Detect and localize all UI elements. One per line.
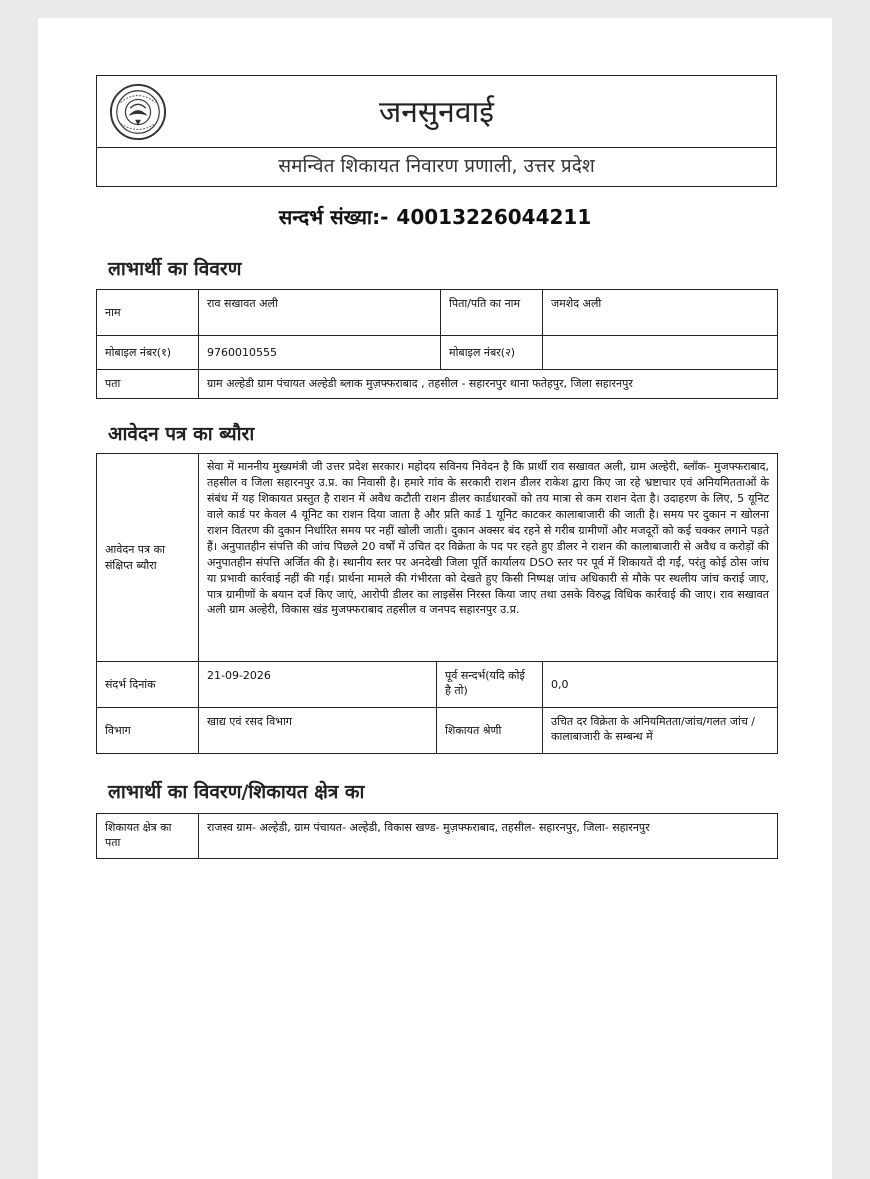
reference-label: सन्दर्भ संख्या:-: [278, 205, 389, 229]
table-row: [97, 370, 778, 399]
document-page: [38, 18, 832, 1179]
date-label: संदर्भ दिनांक: [97, 662, 199, 708]
prev-ref-value: 0,0: [543, 662, 778, 708]
father-value: जमशेद अली: [543, 290, 778, 336]
prev-ref-label: पूर्व सन्दर्भ(यदि कोई है तो): [437, 662, 543, 708]
mobile2-value: [543, 336, 778, 370]
mobile1-label: मोबाइल नंबर(१): [97, 336, 199, 370]
section-title-complaint-area: लाभार्थी का विवरण/शिकायत क्षेत्र का: [108, 781, 365, 803]
summary-label: आवेदन पत्र का संक्षिप्त ब्यौरा: [97, 454, 199, 662]
application-table: [96, 453, 778, 754]
dept-value: खाद्य एवं रसद विभाग: [199, 708, 437, 754]
reference-value: 40013226044211: [396, 205, 592, 229]
date-value: 21-09-2026: [199, 662, 437, 708]
category-value: उचित दर विक्रेता के अनियमितता/जांच/गलत जांच / कालाबाजारी के सम्बन्ध में: [543, 708, 778, 754]
summary-value: सेवा में माननीय मुख्यमंत्री जी उत्तर प्रदेश सरकार। महोदय सविनय निवेदन है कि प्रार्थी राव सखावत अली, ग्राम अल्हेरी, ब्लॉक- मुजफ्फराबाद, तहसील व जिला सहारनपुर उ.प्र. का निवासी है। हमारे गांव के सरकारी राशन डीलर राकेश द्वारा किए जा रहे भ्रष्टाचार एवं अनियमितताओं के संबंध में यह शिकायत प्रस्तुत है राशन में अवैध कटौती राशन डीलर कार्डधारकों को तय मात्रा से कम राशन देता है। उदाहरण के लिए, 5 यूनिट वाले कार्ड पर केवल 4 यूनिट का राशन दिया जाता है और प्रति कार्ड 1 यूनिट काटकर कालाबाजारी की जाती है। समय पर दुकान न खोलना राशन वितरण की दुकान निर्धारित समय पर नहीं खोली जाती। दुकान अक्सर बंद रहने से गरीब ग्रामीणों और मजदूरों को कई चक्कर लगाने पड़ते हैं। अनुपातहीन संपत्ति की जांच पिछले 20 वर्षों में उचित दर विक्रेता के पद पर रहते हुए डीलर ने राशन की कालाबाजारी से अवैध व करोड़ों की अनुपातहीन संपत्ति अर्जित की है। स्थानीय स्तर पर अनदेखी जिला पूर्ति कार्यालय DSO स्तर पर पूर्व में शिकायतें दी गईं, परंतु कोई ठोस जांच या प्रभावी कार्रवाई नहीं की गई। प्रार्थना मामले की गंभीरता को देखते हुए किसी निष्पक्ष जांच अधिकारी से मौके पर स्थलीय जांच कराई जाए, पात्र ग्रामीणों के बयान दर्ज किए जाएं, आरोपी डीलर का लाइसेंस निरस्त किया जाए तथा उसके विरुद्ध विधिक कार्रवाई की जाए। राव सखावत अली ग्राम अल्हेरी, विकास खंड मुजफ्फराबाद तहसील व जनपद सहारनपुर उ.प्र.: [199, 454, 778, 662]
table-row: [97, 454, 778, 662]
mobile1-value: 9760010555: [199, 336, 441, 370]
complaint-address-label: शिकायत क्षेत्र का पता: [97, 814, 199, 859]
father-label: पिता/पति का नाम: [441, 290, 543, 336]
section-title-application: आवेदन पत्र का ब्यौरा: [108, 423, 255, 445]
address-value: ग्राम अल्हेडी ग्राम पंचायत अल्हेडी ब्लाक मुज़फ्फराबाद , तहसील - सहारनपुर थाना फतेहपुर, जिला सहारनपुर: [199, 370, 778, 399]
table-row: [97, 662, 778, 708]
dept-label: विभाग: [97, 708, 199, 754]
app-subtitle: समन्वित शिकायत निवारण प्रणाली, उत्तर प्रदेश: [278, 155, 595, 177]
table-row: [97, 814, 778, 859]
table-row: [97, 290, 778, 336]
section-title-beneficiary: लाभार्थी का विवरण: [108, 258, 242, 280]
app-title: जनसुनवाई: [378, 95, 495, 130]
beneficiary-table: [96, 289, 778, 399]
table-row: [97, 336, 778, 370]
document-header: [96, 75, 777, 187]
address-label: पता: [97, 370, 199, 399]
reference-number: [38, 203, 832, 230]
table-row: [97, 708, 778, 754]
mobile2-label: मोबाइल नंबर(२): [441, 336, 543, 370]
category-label: शिकायत श्रेणी: [437, 708, 543, 754]
header-title-row: [97, 76, 776, 148]
complaint-address-value: राजस्व ग्राम- अल्हेडी, ग्राम पंचायत- अल्हेडी, विकास खण्ड- मुज़फ्फराबाद, तहसील- सहारनपुर, जिला- सहारनपुर: [199, 814, 778, 859]
complaint-area-table: [96, 813, 778, 859]
name-value: राव सखावत अली: [199, 290, 441, 336]
name-label: नाम: [97, 290, 199, 336]
